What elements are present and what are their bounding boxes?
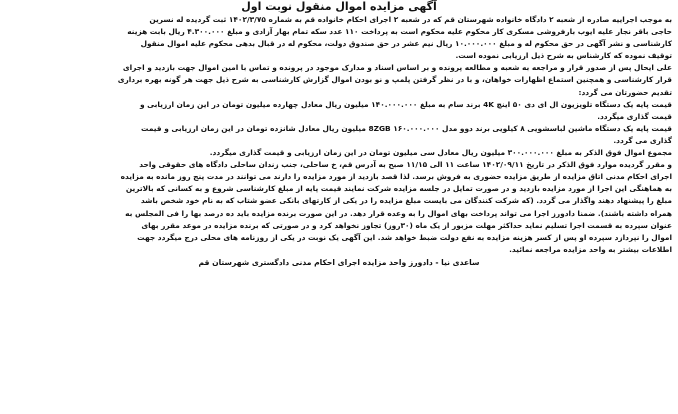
procedure-line: علی ایحال پس از صدور قرار و مراجعه به شعبه و مطالعه پرونده و بر اساس اسناد و مدارک موجود در پرونده و تماس با امین اموال جهت بازدید و اجرای <box>122 63 672 73</box>
notice-title: آگهی مزایده اموال منقول نوبت اول <box>241 0 437 13</box>
item-washer-paragraph <box>6 123 672 147</box>
intro-line: حاجی باقر نجار علیه ایوب بارفروشی مسکری کار محکوم علیه محکوم است به پرداخت ۱۱۰ عدد سکه تمام بهار آزادی و مبلغ ۴.۳۰۰.۰۰۰ ریال بابت هزینه <box>127 27 672 37</box>
auction-line: اموال را نپردازد سپرده او پس از کسر هزینه مزایده به نفع دولت ضبط خواهد شد. این آگهی یک نوبت در یکی از روزنامه های محلی درج میگردد جهت <box>137 232 672 242</box>
auction-line: عنوان سپرده به قسمت اجرا تسلیم نماید حداکثر مهلت مزبور از یک ماه (۳۰روز) تجاوز نخواهد کرد و در صورتی که برنده مزایده در موعد مقرر بهای <box>141 220 672 230</box>
auction-line: همراه داشته باشند). ضمنا دادورز اجرا می تواند پرداخت بهای اموال را به وعده قرار دهد. در این صورت برنده مزایده باید ده درصد بها را فی المجلس به <box>125 208 672 218</box>
total-paragraph <box>6 147 672 159</box>
intro-paragraph <box>6 14 672 62</box>
auction-line: اطلاعات بیشتر به واحد مزایده مراجعه نمائید. <box>509 244 672 254</box>
intro-line: توقیف نموده که کارشناس به شرح ذیل ارزیابی نموده است. <box>455 51 672 61</box>
procedure-paragraph <box>6 62 672 98</box>
item-tv-line: قیمت پایه یک دستگاه تلویزیون ال ای دی ۵۰ اینچ 4K برند سام به مبلغ ۱۴۰.۰۰۰.۰۰۰ میلیون ریال معادل چهارده میلیون تومان در این زمان ارزیابی و <box>139 99 672 109</box>
auction-terms-paragraph <box>6 159 672 256</box>
signature-line: ساعدی نیا - دادورز واحد مزایده اجرای احکام مدنی دادگستری شهرستان قم <box>198 257 480 267</box>
auction-line: اجرای احکام مدنی اتاق مزایده از طریق مزایده حضوری به فروش برسد. لذا قصد بازدید از مورد مزایده را دارند می توانند در مدت پنج روز مانده به مزایده <box>120 172 672 182</box>
procedure-line: قرار کارشناسی و همچنین استماع اظهارات خواهان، و با در نظر گرفتن پلمپ و نو بودن اموال گزارش کارشناسی به شرح ذیل جهت هر گونه بهره برداری <box>117 75 672 85</box>
intro-line: به موجب اجراییه صادره از شعبه ۲ دادگاه خانواده شهرستان قم که در شعبه ۲ اجرای احکام خانواده قم به شماره ۱۴۰۲/۳/۷۵ ثبت گردیده له نسرین <box>149 15 672 24</box>
auction-line: به هماهنگی این اجرا از مورد مزایده بازدید و در صورت تمایل در جلسه مزایده شرکت نمایند قیمت پایه از مبلغ کارشناسی شروع و به کسانی که بالاترین <box>125 184 672 194</box>
item-washer-line: گذاری می گردد. <box>613 135 672 145</box>
item-washer-line: قیمت پایه یک دستگاه ماشین لباسشویی ۸ کیلویی برند دوو مدل 8ZGB ۱۶۰.۰۰۰.۰۰۰ میلیون ریال معادل شانزده تومان در این زمان ارزیابی و قیمت <box>141 123 672 133</box>
auction-line: و مقرر گردیده موارد فوق الذکر در تاریخ ۱۴۰۲/۰۹/۱۱ ساعت ۱۱ الی ۱۱/۱۵ صبح به آدرس قم، خ ساحلی، جنب زندان ساحلی دادگاه های حقوقی واحد <box>139 160 672 170</box>
total-line: مجموع اموال فوق الذکر به مبلغ ۳۰۰.۰۰۰.۰۰۰ میلیون ریال معادل سی میلیون تومان در این زمان ارزیابی و قیمت گذاری میگردد. <box>209 148 672 158</box>
procedure-line: تقدیم حضورتان می گردد: <box>578 87 672 97</box>
auction-line: مبلغ را پیشنهاد دهند واگذار می گردد. (که شرکت کنندگان می بایست مبلغ مزایده را در یکی از کارتهای بانکی عضو شتاب که به نام خود شخص باشد <box>140 196 672 206</box>
item-tv-paragraph <box>6 99 672 123</box>
item-tv-line: قیمت گذاری میگردد. <box>597 111 672 121</box>
intro-line: کارشناسی و نشر آگهی در حق محکوم له و مبلغ ۱۰.۰۰۰.۰۰۰ ریال نیم عشر در حق صندوق دولت، محکوم له در قبال بدهی محکوم علیه اموال منقول <box>140 39 672 49</box>
